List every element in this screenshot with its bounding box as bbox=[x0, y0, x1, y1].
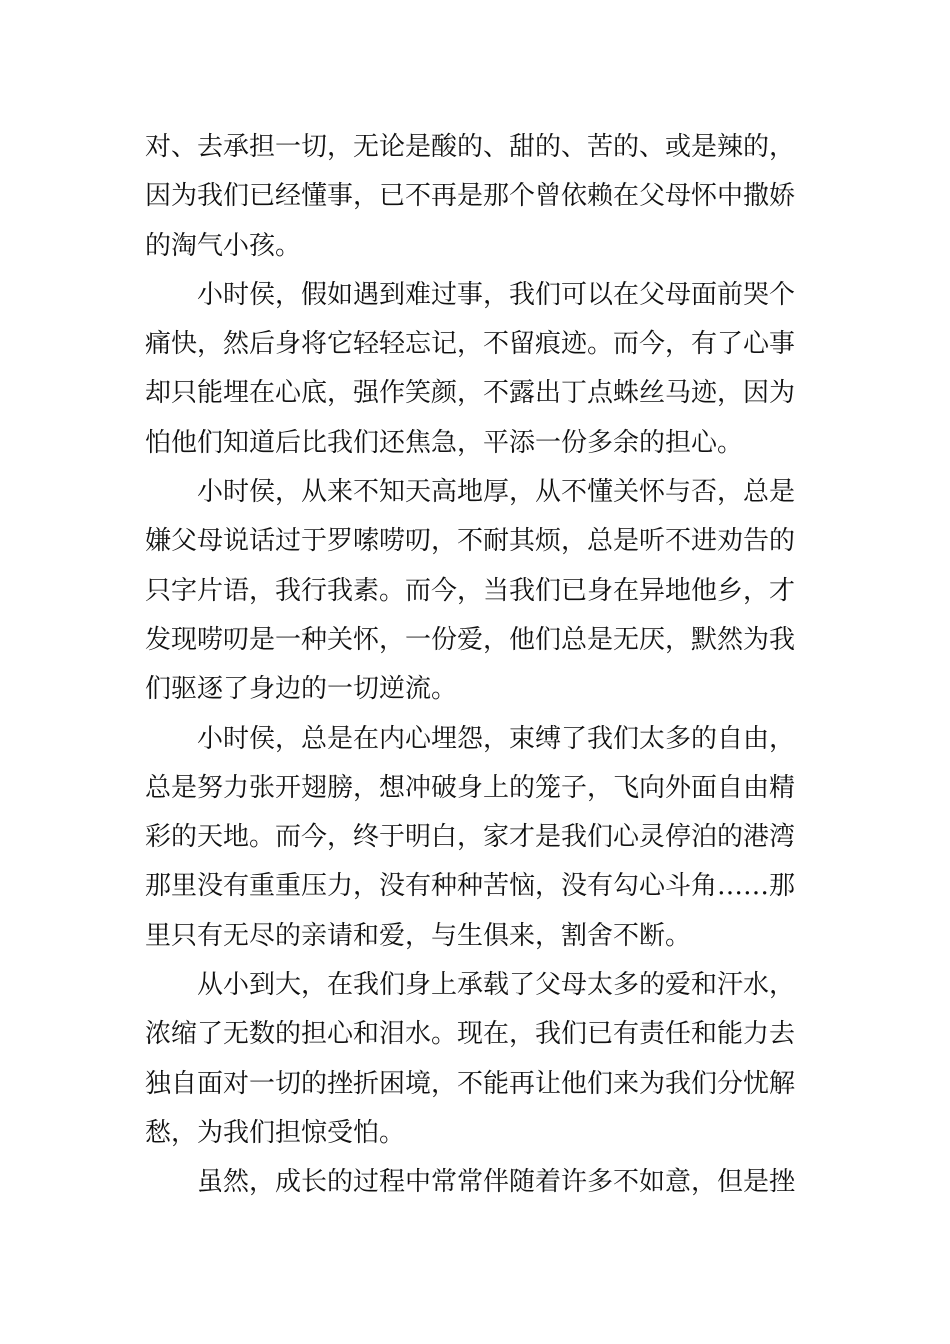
paragraph-3 bbox=[145, 468, 807, 714]
text-line: 痛快，然后身将它轻轻忘记，不留痕迹。而今，有了心事 bbox=[145, 329, 796, 360]
text-line: 里只有无尽的亲请和爱，与生俱来，割舍不断。 bbox=[145, 920, 692, 951]
text-line: 的淘气小孩。 bbox=[145, 230, 302, 261]
text-line: 却只能埋在心底，强作笑颜，不露出丁点蛛丝马迹，因为 bbox=[145, 378, 796, 409]
paragraph-1 bbox=[145, 123, 807, 271]
article-body bbox=[145, 123, 807, 1208]
paragraph-4 bbox=[145, 715, 807, 961]
text-line: 独自面对一切的挫折困境，不能再让他们来为我们分忧解 bbox=[145, 1068, 796, 1099]
paragraph-5 bbox=[145, 961, 807, 1158]
text-line: 嫌父母说话过于罗嗦唠叨，不耐其烦，总是听不进劝告的 bbox=[145, 526, 796, 557]
text-line: 浓缩了无数的担心和泪水。现在，我们已有责任和能力去 bbox=[145, 1019, 796, 1050]
text-line: 虽然，成长的过程中常常伴随着许多不如意，但是挫 bbox=[197, 1167, 796, 1198]
paragraph-6 bbox=[145, 1158, 807, 1207]
text-line: 那里没有重重压力，没有种种苦恼，没有勾心斗角……那 bbox=[145, 871, 796, 902]
text-line: 们驱逐了身边的一切逆流。 bbox=[145, 674, 458, 705]
text-line: 小时侯，假如遇到难过事，我们可以在父母面前哭个 bbox=[197, 279, 796, 310]
text-line: 小时侯，从来不知天高地厚，从不懂关怀与否，总是 bbox=[197, 477, 796, 508]
text-line: 小时侯，总是在内心埋怨，束缚了我们太多的自由， bbox=[197, 723, 796, 754]
text-line: 因为我们已经懂事，已不再是那个曾依赖在父母怀中撒娇 bbox=[145, 181, 796, 212]
text-line: 从小到大，在我们身上承载了父母太多的爱和汗水， bbox=[197, 970, 796, 1001]
text-line: 彩的天地。而今，终于明白，家才是我们心灵停泊的港湾 bbox=[145, 822, 796, 853]
text-line: 只字片语，我行我素。而今，当我们已身在异地他乡，才 bbox=[145, 575, 796, 606]
text-line: 愁，为我们担惊受怕。 bbox=[145, 1117, 406, 1148]
text-line: 总是努力张开翅膀，想冲破身上的笼子，飞向外面自由精 bbox=[145, 772, 796, 803]
paragraph-2 bbox=[145, 271, 807, 468]
text-line: 对、去承担一切，无论是酸的、甜的、苦的、或是辣的， bbox=[145, 132, 796, 162]
text-line: 发现唠叨是一种关怀，一份爱，他们总是无厌，默然为我 bbox=[145, 624, 796, 655]
text-line: 怕他们知道后比我们还焦急，平添一份多余的担心。 bbox=[145, 427, 744, 458]
